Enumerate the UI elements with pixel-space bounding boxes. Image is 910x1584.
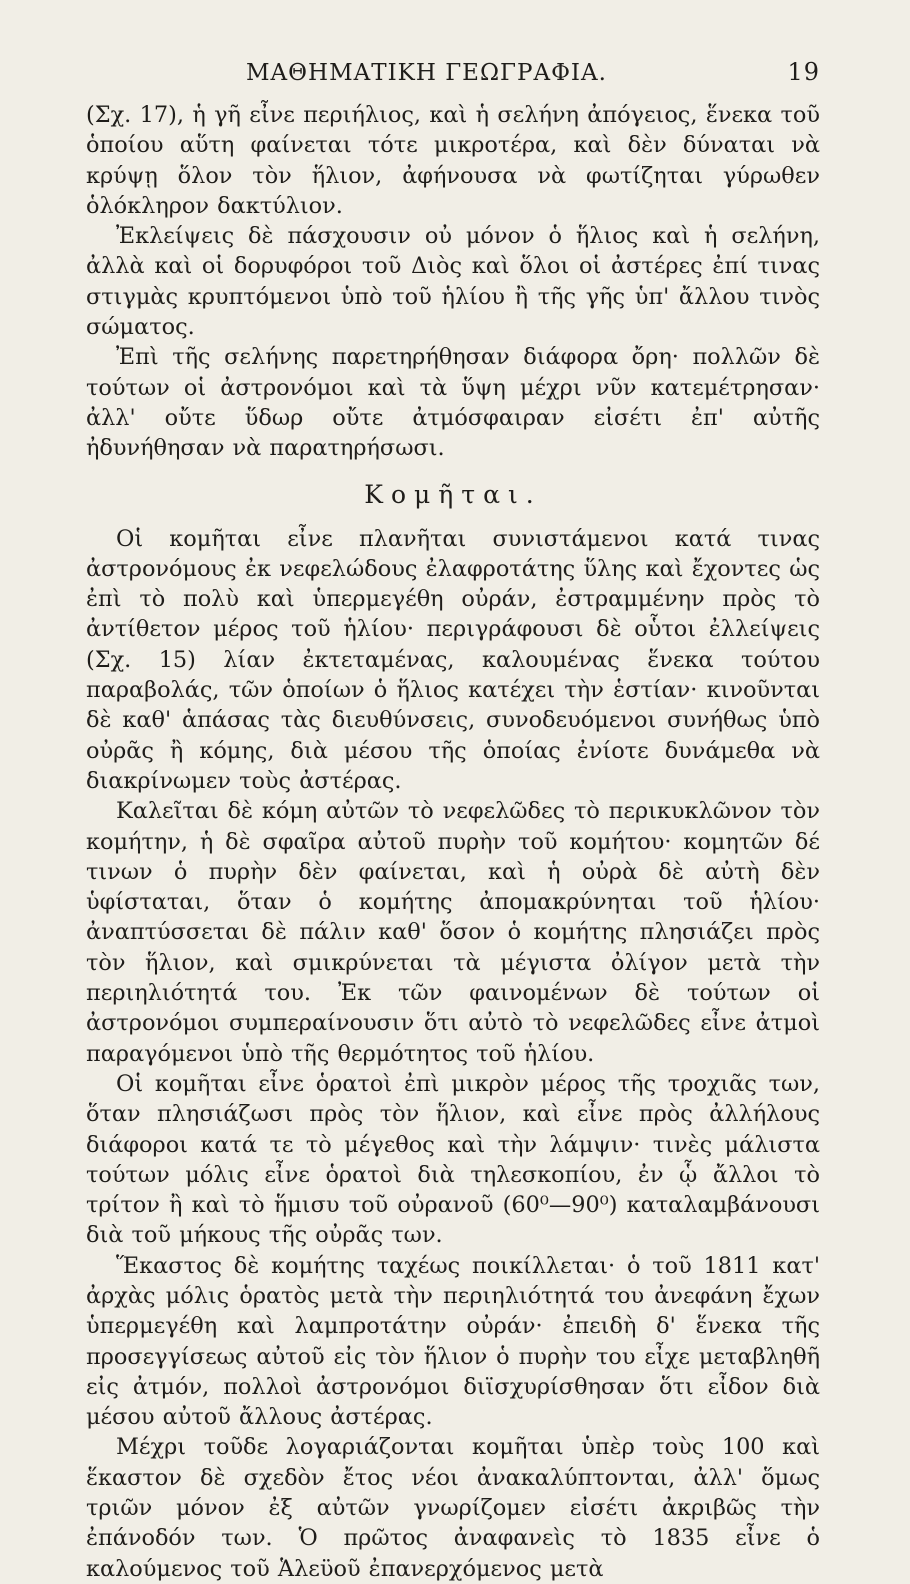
page-number: 19 <box>787 58 820 86</box>
running-header <box>86 52 820 100</box>
paragraph-moon-mountains: Ἐπὶ τῆς σελήνης παρετηρήθησαν διάφορα ὄρη· πολλῶν δὲ τούτων οἱ ἀστρονόμοι καὶ τὰ ὕψη μέχρι νῦν κατεμέτρησαν· ἀλλ' οὔτε ὕδωρ οὔτε ἀτμόσφαιραν εἰσέτι ἐπ' αὐτῆς ἠδυνήθησαν νὰ παρατηρήσωσι. <box>86 344 820 462</box>
section-heading-comets: Κομῆται. <box>364 479 542 509</box>
paragraph-comets-definition: Οἱ κομῆται εἶνε πλανῆται συνιστάμενοι κατά τινας ἀστρονόμους ἐκ νεφελώδους ἐλαφροτάτης ὕλης καὶ ἔχοντες ὡς ἐπὶ τὸ πολὺ καὶ ὑπερμεγέθη οὐράν, ἐστραμμένην πρὸς τὸ ἀντίθετον μέρος τοῦ ἡλίου· περιγράφουσι δὲ οὗτοι ἐλλείψεις (Σχ. 15) λίαν ἐκτεταμένας, καλουμένας ἕνεκα τούτου παραβολάς, τῶν ὁποίων ὁ ἥλιος κατέχει τὴν ἑστίαν· κινοῦνται δὲ καθ' ἁπάσας τὰς διευθύνσεις, συνοδευόμενοι συνήθως ὑπὸ οὐρᾶς ἢ κόμης, διὰ μέσου τῆς ὁποίας ἐνίοτε δυνάμεθα νὰ διακρίνωμεν τοὺς ἀστέρας. <box>86 525 820 794</box>
running-title: ΜΑΘΗΜΑΤΙΚΗ ΓΕΩΓΡΑΦΙΑ. <box>246 60 607 86</box>
paragraph-comet-visibility: Οἱ κομῆται εἶνε ὁρατοὶ ἐπὶ μικρὸν μέρος τῆς τροχιᾶς των, ὅταν πλησιάζωσι πρὸς τὸν ἥλιον, καὶ εἶνε πρὸς ἀλλήλους διάφοροι κατά τε τὸ μέγεθος καὶ τὴν λάμψιν· τινὲς μάλιστα τούτων μόλις εἶνε ὁρατοὶ διὰ τηλεσκοπίου, ἐν ᾧ ἄλλοι τὸ τρίτον ἢ καὶ τὸ ἥμισυ τοῦ οὐρανοῦ (60⁰—90⁰) καταλαμβάνουσι διὰ τοῦ μήκους τῆς οὐρᾶς των. <box>86 1070 820 1249</box>
paragraph-comet-count: Μέχρι τοῦδε λογαριάζονται κομῆται ὑπὲρ τοὺς 100 καὶ ἕκαστον δὲ σχεδὸν ἔτος νέοι ἀνακαλύπτονται, ἀλλ' ὅμως τριῶν μόνον ἐξ αὐτῶν γνωρίζομεν εἰσέτι ἀκριβῶς τὴν ἐπάνοδόν των. Ὁ πρῶτος ἀναφανεὶς τὸ 1835 εἶνε ὁ καλούμενος τοῦ Ἁλεϋοῦ ἐπανερχόμενος μετὰ <box>86 1434 820 1582</box>
paragraph-eclipses: Ἐκλείψεις δὲ πάσχουσιν οὐ μόνον ὁ ἥλιος καὶ ἡ σελήνη, ἀλλὰ καὶ οἱ δορυφόροι τοῦ Διὸς καὶ ὅλοι οἱ ἀστέρες ἐπί τινας στιγμὰς κρυπτόμενοι ὑπὸ τοῦ ἡλίου ἢ τῆς γῆς ὑπ' ἄλλου τινὸς σώματος. <box>86 223 820 341</box>
paragraph-comet-coma: Καλεῖται δὲ κόμη αὐτῶν τὸ νεφελῶδες τὸ περικυκλῶνον τὸν κομήτην, ἡ δὲ σφαῖρα αὐτοῦ πυρὴν τοῦ κομήτου· κομητῶν δέ τινων ὁ πυρὴν δὲν φαίνεται, καὶ ἡ οὐρὰ δὲ αὐτὴ δὲν ὑφίσταται, ὅταν ὁ κομήτης ἀπομακρύνηται τοῦ ἡλίου· ἀναπτύσσεται δὲ πάλιν καθ' ὅσον ὁ κομήτης πλησιάζει πρὸς τὸν ἥλιον, καὶ σμικρύνεται τὰ μέγιστα ὀλίγον μετὰ τὴν περιηλιότητά του. Ἐκ τῶν φαινομένων δὲ τούτων οἱ ἀστρονόμοι συμπεραίνουσιν ὅτι αὐτὸ τὸ νεφελῶδες εἶνε ἀτμοὶ παραγόμενοι ὑπὸ τῆς θερμότητος τοῦ ἡλίου. <box>86 798 820 1067</box>
paragraph-continuation: (Σχ. 17), ἡ γῆ εἶνε περιήλιος, καὶ ἡ σελήνη ἀπόγειος, ἕνεκα τοῦ ὁποίου αὕτη φαίνεται τότε μικροτέρα, καὶ δὲν δύναται νὰ κρύψῃ ὅλον τὸν ἥλιον, ἀφήνουσα νὰ φωτίζηται γύρωθεν ὁλόκληρον δακτύλιον. <box>86 102 820 219</box>
paragraph-comet-1811: Ἕκαστος δὲ κομήτης ταχέως ποικίλλεται· ὁ τοῦ 1811 κατ' ἀρχὰς μόλις ὁρατὸς μετὰ τὴν περιηλιότητά του ἀνεφάνη ἔχων ὑπερμεγέθη καὶ λαμπροτάτην οὐράν· ἐπειδὴ δ' ἕνεκα τῆς προσεγγίσεως αὐτοῦ εἰς τὸν ἥλιον ὁ πυρὴν του εἶχε μεταβληθῆ εἰς ἀτμόν, πολλοὶ ἀστρονόμοι διϊσχυρίσθησαν ὅτι εἶδον διὰ μέσου αὐτοῦ ἄλλους ἀστέρας. <box>86 1252 820 1431</box>
page-body <box>86 100 820 1584</box>
